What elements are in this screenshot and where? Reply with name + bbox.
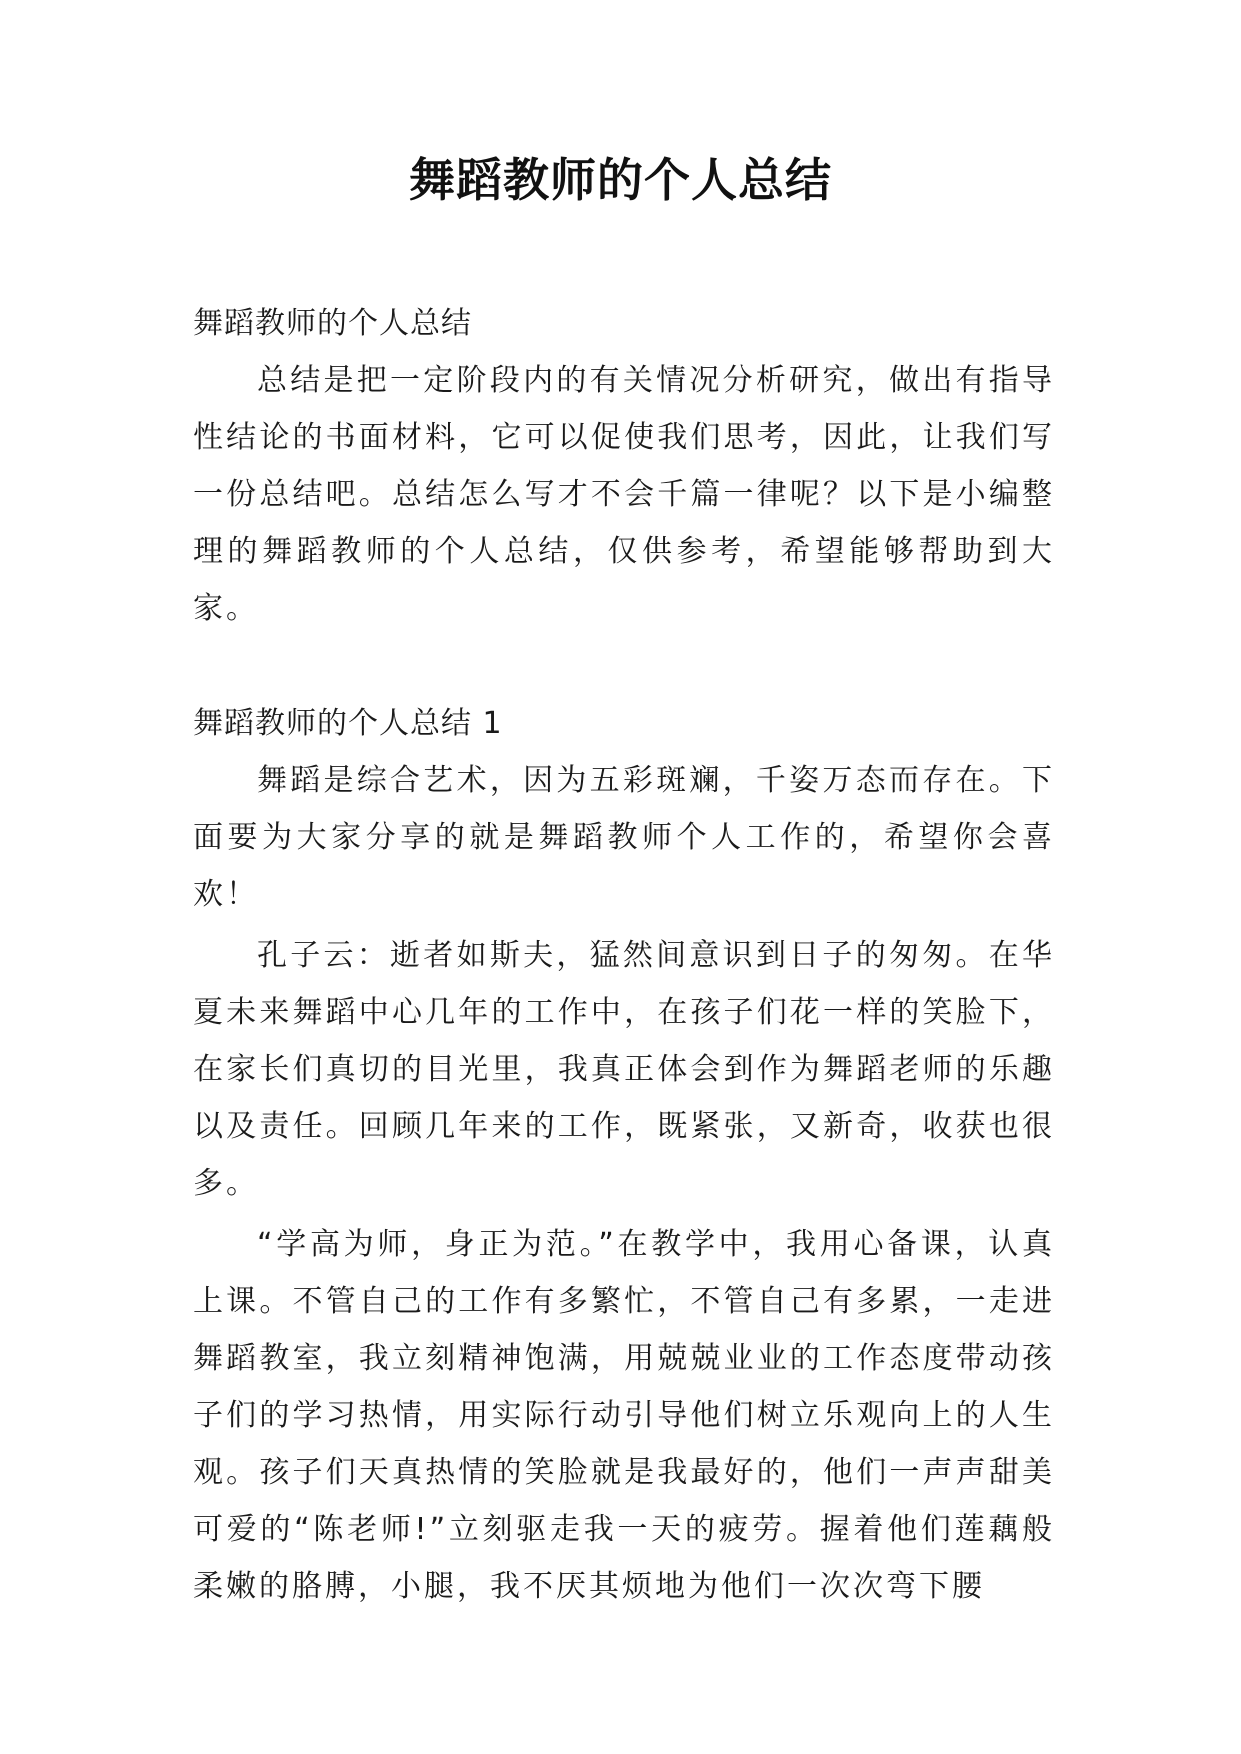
section-1-paragraph-1: 舞蹈是综合艺术，因为五彩斑斓，千姿万态而存在。下面要为大家分享的就是舞蹈教师个人工作的，希望你会喜欢！ bbox=[193, 763, 1055, 912]
section-1-heading: 舞蹈教师的个人总结 1 bbox=[193, 706, 503, 741]
document-title: 舞蹈教师的个人总结 bbox=[409, 153, 832, 207]
intro-paragraph: 总结是把一定阶段内的有关情况分析研究，做出有指导性结论的书面材料，它可以促使我们思考，因此，让我们写一份总结吧。总结怎么写才不会千篇一律呢？以下是小编整理的舞蹈教师的个人总结，仅供参考，希望能够帮助到大家。 bbox=[193, 363, 1055, 626]
section-spacer bbox=[193, 637, 1055, 695]
section-1-paragraph-2: 孔子云：逝者如斯夫，猛然间意识到日子的匆匆。在华夏未来舞蹈中心几年的工作中，在孩子们花一样的笑脸下，在家长们真切的目光里，我真正体会到作为舞蹈老师的乐趣以及责任。回顾几年来的工作，既紧张，又新奇，收获也很多。 bbox=[193, 938, 1055, 1201]
intro-heading: 舞蹈教师的个人总结 bbox=[193, 306, 472, 341]
section-1-paragraph-3: “学高为师，身正为范。”在教学中，我用心备课，认真上课。不管自己的工作有多繁忙，不管自己有多累，一走进舞蹈教室，我立刻精神饱满，用兢兢业业的工作态度带动孩子们的学习热情，用实际行动引导他们树立乐观向上的人生观。孩子们天真热情的笑脸就是我最好的，他们一声声甜美可爱的“陈老师!”立刻驱走我一天的疲劳。握着他们莲藕般柔嫩的胳膊，小腿，我不厌其烦地为他们一次次弯下腰 bbox=[193, 1227, 1055, 1604]
document-body bbox=[193, 295, 1055, 1615]
